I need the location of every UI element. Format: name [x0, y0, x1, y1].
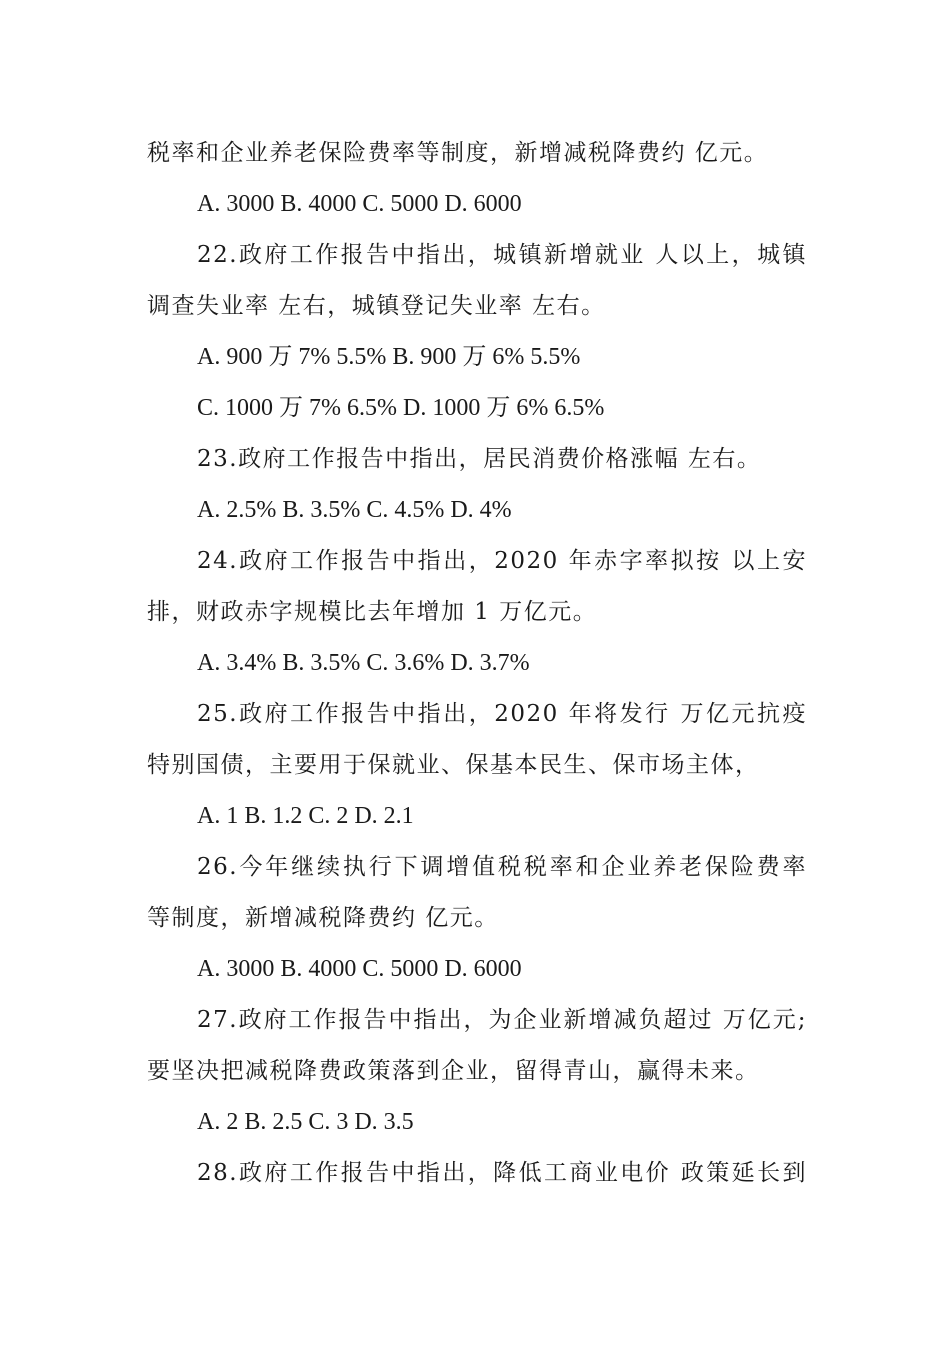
- question-25-text: 25.政府工作报告中指出，2020 年将发行 万亿元抗疫: [197, 701, 807, 727]
- question-24-text: 24.政府工作报告中指出，2020 年赤字率拟按 以上安: [197, 548, 807, 574]
- question-22-text-cont: 调查失业率 左右，城镇登记失业率 左右。: [147, 293, 606, 319]
- question-28-text: 28.政府工作报告中指出，降低工商业电价 政策延长到: [197, 1160, 807, 1186]
- question-27-options: A. 2 B. 2.5 C. 3 D. 3.5: [197, 1109, 414, 1135]
- question-27-text-cont: 要坚决把减税降费政策落到企业，留得青山，赢得未来。: [147, 1058, 760, 1084]
- question-23-text: 23.政府工作报告中指出，居民消费价格涨幅 左右。: [197, 446, 762, 472]
- question-22-options-cd: C. 1000 万 7% 6.5% D. 1000 万 6% 6.5%: [197, 395, 605, 421]
- question-24-options: A. 3.4% B. 3.5% C. 3.6% D. 3.7%: [197, 650, 530, 676]
- question-22-text: 22.政府工作报告中指出，城镇新增就业 人以上，城镇: [197, 242, 807, 268]
- question-27-text: 27.政府工作报告中指出，为企业新增减负超过 万亿元;: [197, 1007, 807, 1033]
- question-25-text-cont: 特别国债，主要用于保就业、保基本民生、保市场主体，: [147, 752, 760, 778]
- question-26-text-cont: 等制度，新增减税降费约 亿元。: [147, 905, 499, 931]
- question-25-options: A. 1 B. 1.2 C. 2 D. 2.1: [197, 803, 414, 829]
- question-22-options-ab: A. 900 万 7% 5.5% B. 900 万 6% 5.5%: [197, 344, 581, 370]
- question-21-options: A. 3000 B. 4000 C. 5000 D. 6000: [197, 191, 522, 217]
- question-26-options: A. 3000 B. 4000 C. 5000 D. 6000: [197, 956, 522, 982]
- question-23-options: A. 2.5% B. 3.5% C. 4.5% D. 4%: [197, 497, 512, 523]
- text-line-1: 税率和企业养老保险费率等制度，新增减税降费约 亿元。: [147, 140, 769, 166]
- question-24-text-cont: 排，财政赤字规模比去年增加 1 万亿元。: [147, 599, 598, 625]
- question-26-text: 26.今年继续执行下调增值税税率和企业养老保险费率: [197, 854, 807, 880]
